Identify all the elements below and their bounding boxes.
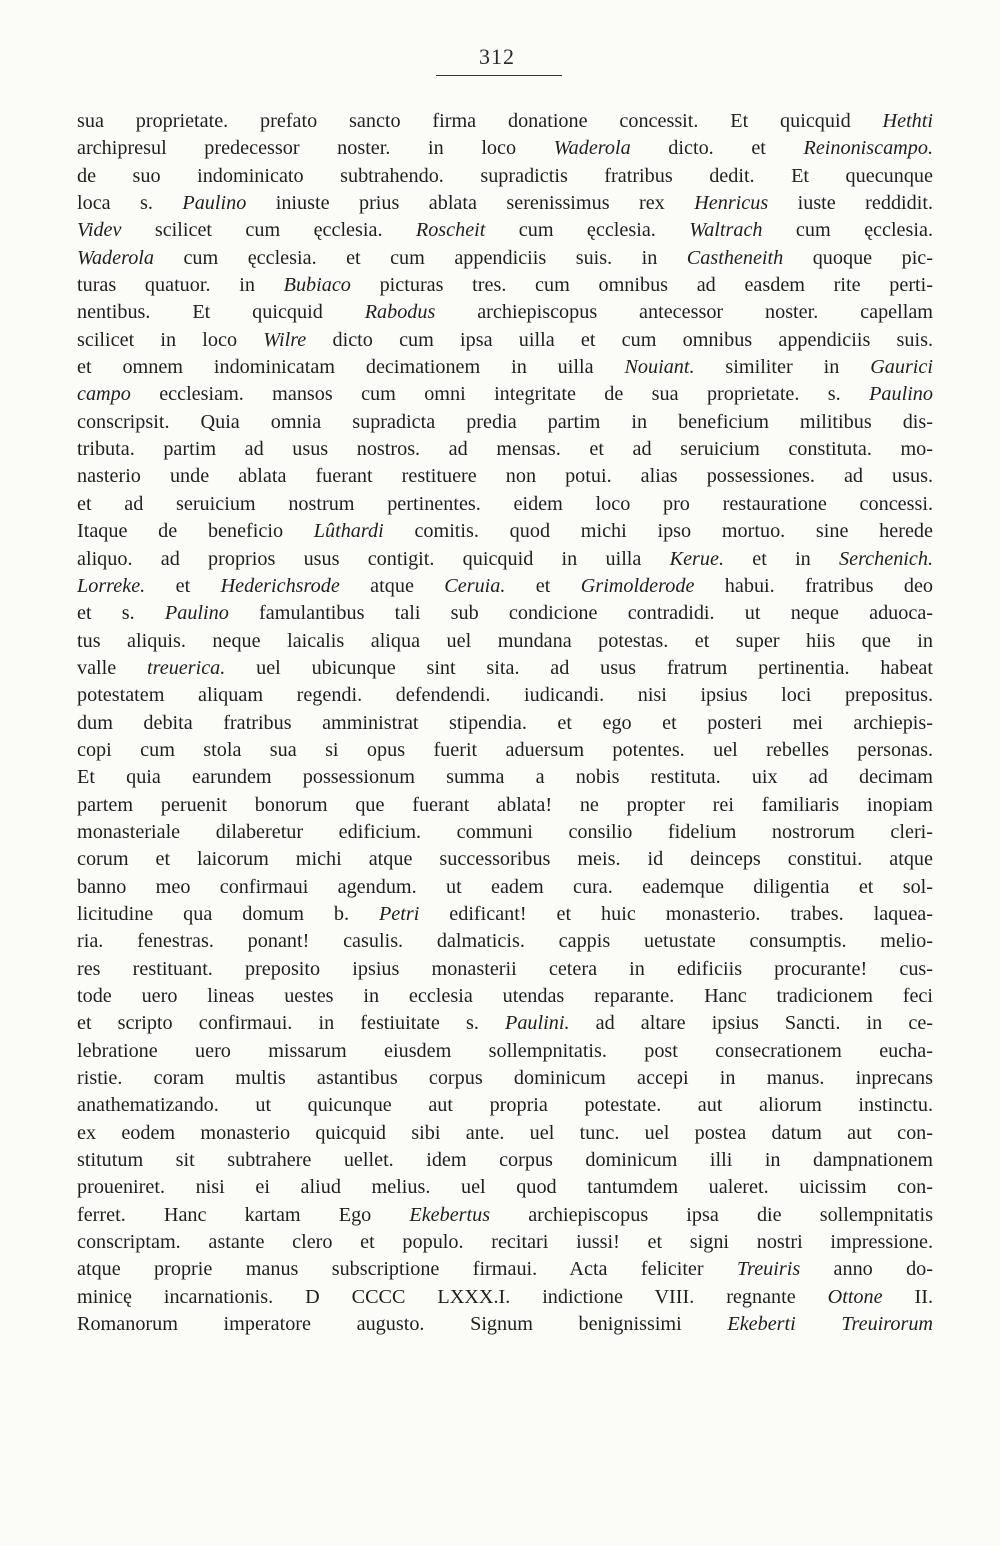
italic-name: Roscheit bbox=[415, 219, 486, 242]
text-line bbox=[77, 163, 933, 190]
text-segment: potestatem aliquam regendi. defendendi. iudicandi. nisi ipsius loci prepositus. bbox=[77, 684, 933, 707]
italic-name: Waderola bbox=[77, 246, 155, 269]
text-line bbox=[77, 1174, 933, 1201]
text-line bbox=[77, 1202, 933, 1229]
text-segment: res restituant. preposito ipsius monasterii cetera in edificiis procurante! cus- bbox=[77, 957, 933, 980]
text-segment: dicto. et bbox=[630, 137, 804, 160]
text-segment: sua proprietate. prefato sancto firma donatione concessit. Et quicquid bbox=[77, 110, 883, 132]
italic-name: Videv bbox=[77, 219, 122, 242]
italic-name: Hederichsrode bbox=[220, 574, 340, 597]
text-line bbox=[77, 819, 933, 846]
italic-name: Ekebertus bbox=[409, 1203, 491, 1226]
text-segment: atque proprie manus subscriptione firmaui. Acta feliciter bbox=[77, 1258, 737, 1281]
text-segment: et ad seruicium nostrum pertinentes. eidem loco pro restauratione concessi. bbox=[77, 492, 933, 515]
text-segment: stitutum sit subtrahere uellet. idem corpus dominicum illi in dampnationem bbox=[77, 1149, 933, 1172]
text-segment: cum ęcclesia. bbox=[762, 219, 933, 242]
text-segment: corum et laicorum michi atque successoribus meis. id deinceps constitui. atque bbox=[77, 848, 933, 871]
text-line bbox=[77, 983, 933, 1010]
text-segment: cum ęcclesia. bbox=[485, 219, 690, 242]
text-line bbox=[77, 1311, 933, 1338]
text-segment: ferret. Hanc kartam Ego bbox=[77, 1203, 410, 1226]
text-line bbox=[77, 354, 933, 381]
text-segment: tus aliquis. neque laicalis aliqua uel mundana potestas. et super hiis que in bbox=[77, 629, 933, 652]
text-line bbox=[77, 737, 933, 764]
text-line bbox=[77, 245, 933, 272]
text-line bbox=[77, 518, 933, 545]
text-segment: minicę incarnationis. D CCCC LXXX.I. indictione VIII. regnante bbox=[77, 1285, 828, 1308]
italic-name: Lûthardi bbox=[313, 520, 384, 543]
text-line bbox=[77, 928, 933, 955]
text-segment: famulantibus tali sub condicione contradidi. ut neque aduoca- bbox=[228, 602, 933, 625]
text-line bbox=[77, 135, 933, 162]
italic-name: Nouiant. bbox=[624, 356, 695, 379]
text-line bbox=[77, 463, 933, 490]
text-segment: anathematizando. ut quicunque aut propria potestate. aut aliorum instinctu. bbox=[77, 1094, 933, 1117]
page-number: 312 bbox=[479, 44, 515, 69]
text-line bbox=[77, 1092, 933, 1119]
text-segment: ristie. coram multis astantibus corpus dominicum accepi in manus. inprecans bbox=[77, 1067, 933, 1090]
text-line bbox=[77, 381, 933, 408]
text-segment: loca s. bbox=[77, 192, 183, 215]
text-line bbox=[77, 682, 933, 709]
italic-name: Gaurici bbox=[870, 356, 933, 379]
italic-name: Waltrach bbox=[689, 219, 763, 242]
text-segment: et scripto confirmaui. in festiuitate s. bbox=[77, 1012, 505, 1035]
text-line bbox=[77, 901, 933, 928]
text-segment: ecclesiam. mansos cum omni integritate de sua proprietate. s. bbox=[130, 383, 870, 406]
text-segment: et in bbox=[724, 547, 840, 570]
text-line bbox=[77, 874, 933, 901]
text-line bbox=[77, 1120, 933, 1147]
text-segment: comitis. quod michi ipso mortuo. sine herede bbox=[383, 520, 933, 543]
text-line bbox=[77, 1010, 933, 1037]
italic-name: Paulino bbox=[182, 192, 247, 215]
text-line bbox=[77, 409, 933, 436]
text-segment: scilicet cum ęcclesia. bbox=[121, 219, 416, 242]
text-segment: dicto cum ipsa uilla et cum omnibus appendiciis suis. bbox=[306, 328, 933, 351]
text-line bbox=[77, 956, 933, 983]
header-rule bbox=[436, 75, 562, 76]
text-line bbox=[77, 792, 933, 819]
text-segment: valle bbox=[77, 656, 148, 679]
text-line bbox=[77, 764, 933, 791]
text-segment: banno meo confirmaui agendum. ut eadem cura. eademque diligentia et sol- bbox=[77, 875, 933, 898]
italic-name: Grimolderode bbox=[580, 574, 695, 597]
italic-name: campo bbox=[77, 383, 131, 406]
text-segment: tode uero lineas uestes in ecclesia utendas reparante. Hanc tradicionem feci bbox=[77, 985, 933, 1007]
text-line bbox=[77, 1038, 933, 1065]
text-line bbox=[77, 190, 933, 217]
text-segment: licitudine qua domum b. bbox=[77, 902, 379, 925]
italic-name: Paulini. bbox=[505, 1012, 570, 1035]
italic-name: Castheneith bbox=[686, 246, 784, 269]
body-text bbox=[77, 108, 933, 1338]
text-segment: et s. bbox=[77, 602, 165, 625]
text-line bbox=[77, 628, 933, 655]
text-line bbox=[77, 546, 933, 573]
text-segment: et omnem indominicatam decimationem in uilla bbox=[77, 356, 625, 379]
text-line bbox=[77, 1147, 933, 1174]
italic-name: treuerica. bbox=[147, 656, 226, 679]
text-segment: tributa. partim ad usus nostros. ad mensas. et ad seruicium constituta. mo- bbox=[77, 438, 933, 461]
text-segment: iniuste prius ablata serenissimus rex bbox=[246, 192, 695, 215]
text-line bbox=[77, 299, 933, 326]
text-segment: habui. fratribus deo bbox=[694, 574, 933, 597]
italic-name: Waderola bbox=[553, 137, 631, 160]
italic-name: Kerue. bbox=[669, 547, 725, 570]
text-segment: Et quia earundem possessionum summa a nobis restituta. uix ad decimam bbox=[77, 766, 933, 789]
text-segment: monasteriale dilaberetur edificium. communi consilio fidelium nostrorum cleri- bbox=[77, 820, 933, 843]
italic-name: Petri bbox=[378, 902, 420, 925]
text-segment: partem peruenit bonorum que fuerant ablata! ne propter rei familiaris inopiam bbox=[77, 793, 933, 816]
italic-name: Serchenich. bbox=[839, 547, 933, 570]
text-segment: conscriptam. astante clero et populo. recitari iussi! et signi nostri impressione. bbox=[77, 1231, 933, 1254]
text-segment: Itaque de beneficio bbox=[77, 520, 314, 543]
italic-name: Lorreke. bbox=[77, 574, 146, 597]
text-line bbox=[77, 108, 933, 135]
text-segment: lebratione uero missarum eiusdem sollempnitatis. post consecrationem eucha- bbox=[77, 1039, 933, 1062]
text-line bbox=[77, 710, 933, 737]
text-segment: cum ęcclesia. et cum appendiciis suis. in bbox=[154, 246, 687, 269]
text-line bbox=[77, 272, 933, 299]
text-segment: dum debita fratribus amministrat stipendia. et ego et posteri mei archiepis- bbox=[77, 711, 933, 734]
text-segment: picturas tres. cum omnibus ad easdem rite perti- bbox=[350, 274, 933, 297]
text-line bbox=[77, 600, 933, 627]
text-line bbox=[77, 1256, 933, 1283]
italic-name: Paulino bbox=[164, 602, 229, 625]
text-segment: et bbox=[505, 574, 581, 597]
text-line bbox=[77, 491, 933, 518]
text-segment: ria. fenestras. ponant! casulis. dalmaticis. cappis uetustate consumptis. melio- bbox=[77, 930, 933, 953]
text-segment: II. bbox=[882, 1285, 933, 1308]
text-line bbox=[77, 327, 933, 354]
text-segment: iuste reddidit. bbox=[768, 192, 933, 215]
text-line bbox=[77, 1284, 933, 1311]
text-segment: ad altare ipsius Sancti. in ce- bbox=[569, 1012, 933, 1035]
text-line bbox=[77, 846, 933, 873]
italic-name: Ceruia. bbox=[444, 574, 506, 597]
text-segment: nentibus. Et quicquid bbox=[77, 301, 365, 324]
text-segment: turas quatuor. in bbox=[77, 274, 284, 297]
text-segment: Romanorum imperatore augusto. Signum benignissimi bbox=[77, 1313, 728, 1336]
text-segment: archiepiscopus antecessor noster. capellam bbox=[435, 301, 933, 324]
text-segment: anno do- bbox=[800, 1258, 933, 1281]
italic-name: Paulino bbox=[869, 383, 933, 406]
text-segment: scilicet in loco bbox=[77, 328, 264, 351]
text-segment: conscripsit. Quia omnia supradicta predia partim in beneficium militibus dis- bbox=[77, 410, 933, 433]
italic-name: Ekeberti Treuirorum bbox=[727, 1313, 933, 1336]
text-segment: archiepiscopus ipsa die sollempnitatis bbox=[490, 1203, 933, 1226]
text-segment: quoque pic- bbox=[783, 246, 933, 269]
text-segment: atque bbox=[339, 574, 445, 597]
text-line bbox=[77, 1065, 933, 1092]
text-line bbox=[77, 217, 933, 244]
text-segment: nasterio unde ablata fuerant restituere non potui. alias possessiones. ad usus. bbox=[77, 465, 933, 488]
italic-name: Rabodus bbox=[364, 301, 436, 324]
text-segment: similiter in bbox=[694, 356, 871, 379]
text-line bbox=[77, 436, 933, 463]
text-segment: aliquo. ad proprios usus contigit. quicquid in uilla bbox=[77, 547, 670, 570]
italic-name: Wilre bbox=[263, 328, 307, 351]
italic-name: Bubiaco bbox=[283, 274, 351, 297]
italic-name: Hethti bbox=[882, 110, 933, 132]
text-segment: edificant! et huic monasterio. trabes. laquea- bbox=[419, 902, 933, 925]
italic-name: Treuiris bbox=[736, 1258, 801, 1281]
text-line bbox=[77, 573, 933, 600]
text-line bbox=[77, 1229, 933, 1256]
text-segment: et bbox=[145, 574, 221, 597]
text-segment: de suo indominicato subtrahendo. supradictis fratribus dedit. Et quecunque bbox=[77, 164, 933, 187]
text-segment: archipresul predecessor noster. in loco bbox=[77, 137, 554, 160]
italic-name: Ottone bbox=[827, 1285, 883, 1308]
italic-name: Reinoniscampo. bbox=[803, 137, 933, 160]
text-line bbox=[77, 655, 933, 682]
text-segment: proueniret. nisi ei aliud melius. uel quod tantumdem ualeret. uicissim con- bbox=[77, 1176, 933, 1199]
text-segment: ex eodem monasterio quicquid sibi ante. uel tunc. uel postea datum aut con- bbox=[77, 1121, 933, 1144]
text-segment: uel ubicunque sint sita. ad usus fratrum pertinentia. habeat bbox=[225, 656, 933, 679]
text-segment: copi cum stola sua si opus fuerit aduersum potentes. uel rebelles personas. bbox=[77, 738, 933, 761]
italic-name: Henricus bbox=[694, 192, 769, 215]
